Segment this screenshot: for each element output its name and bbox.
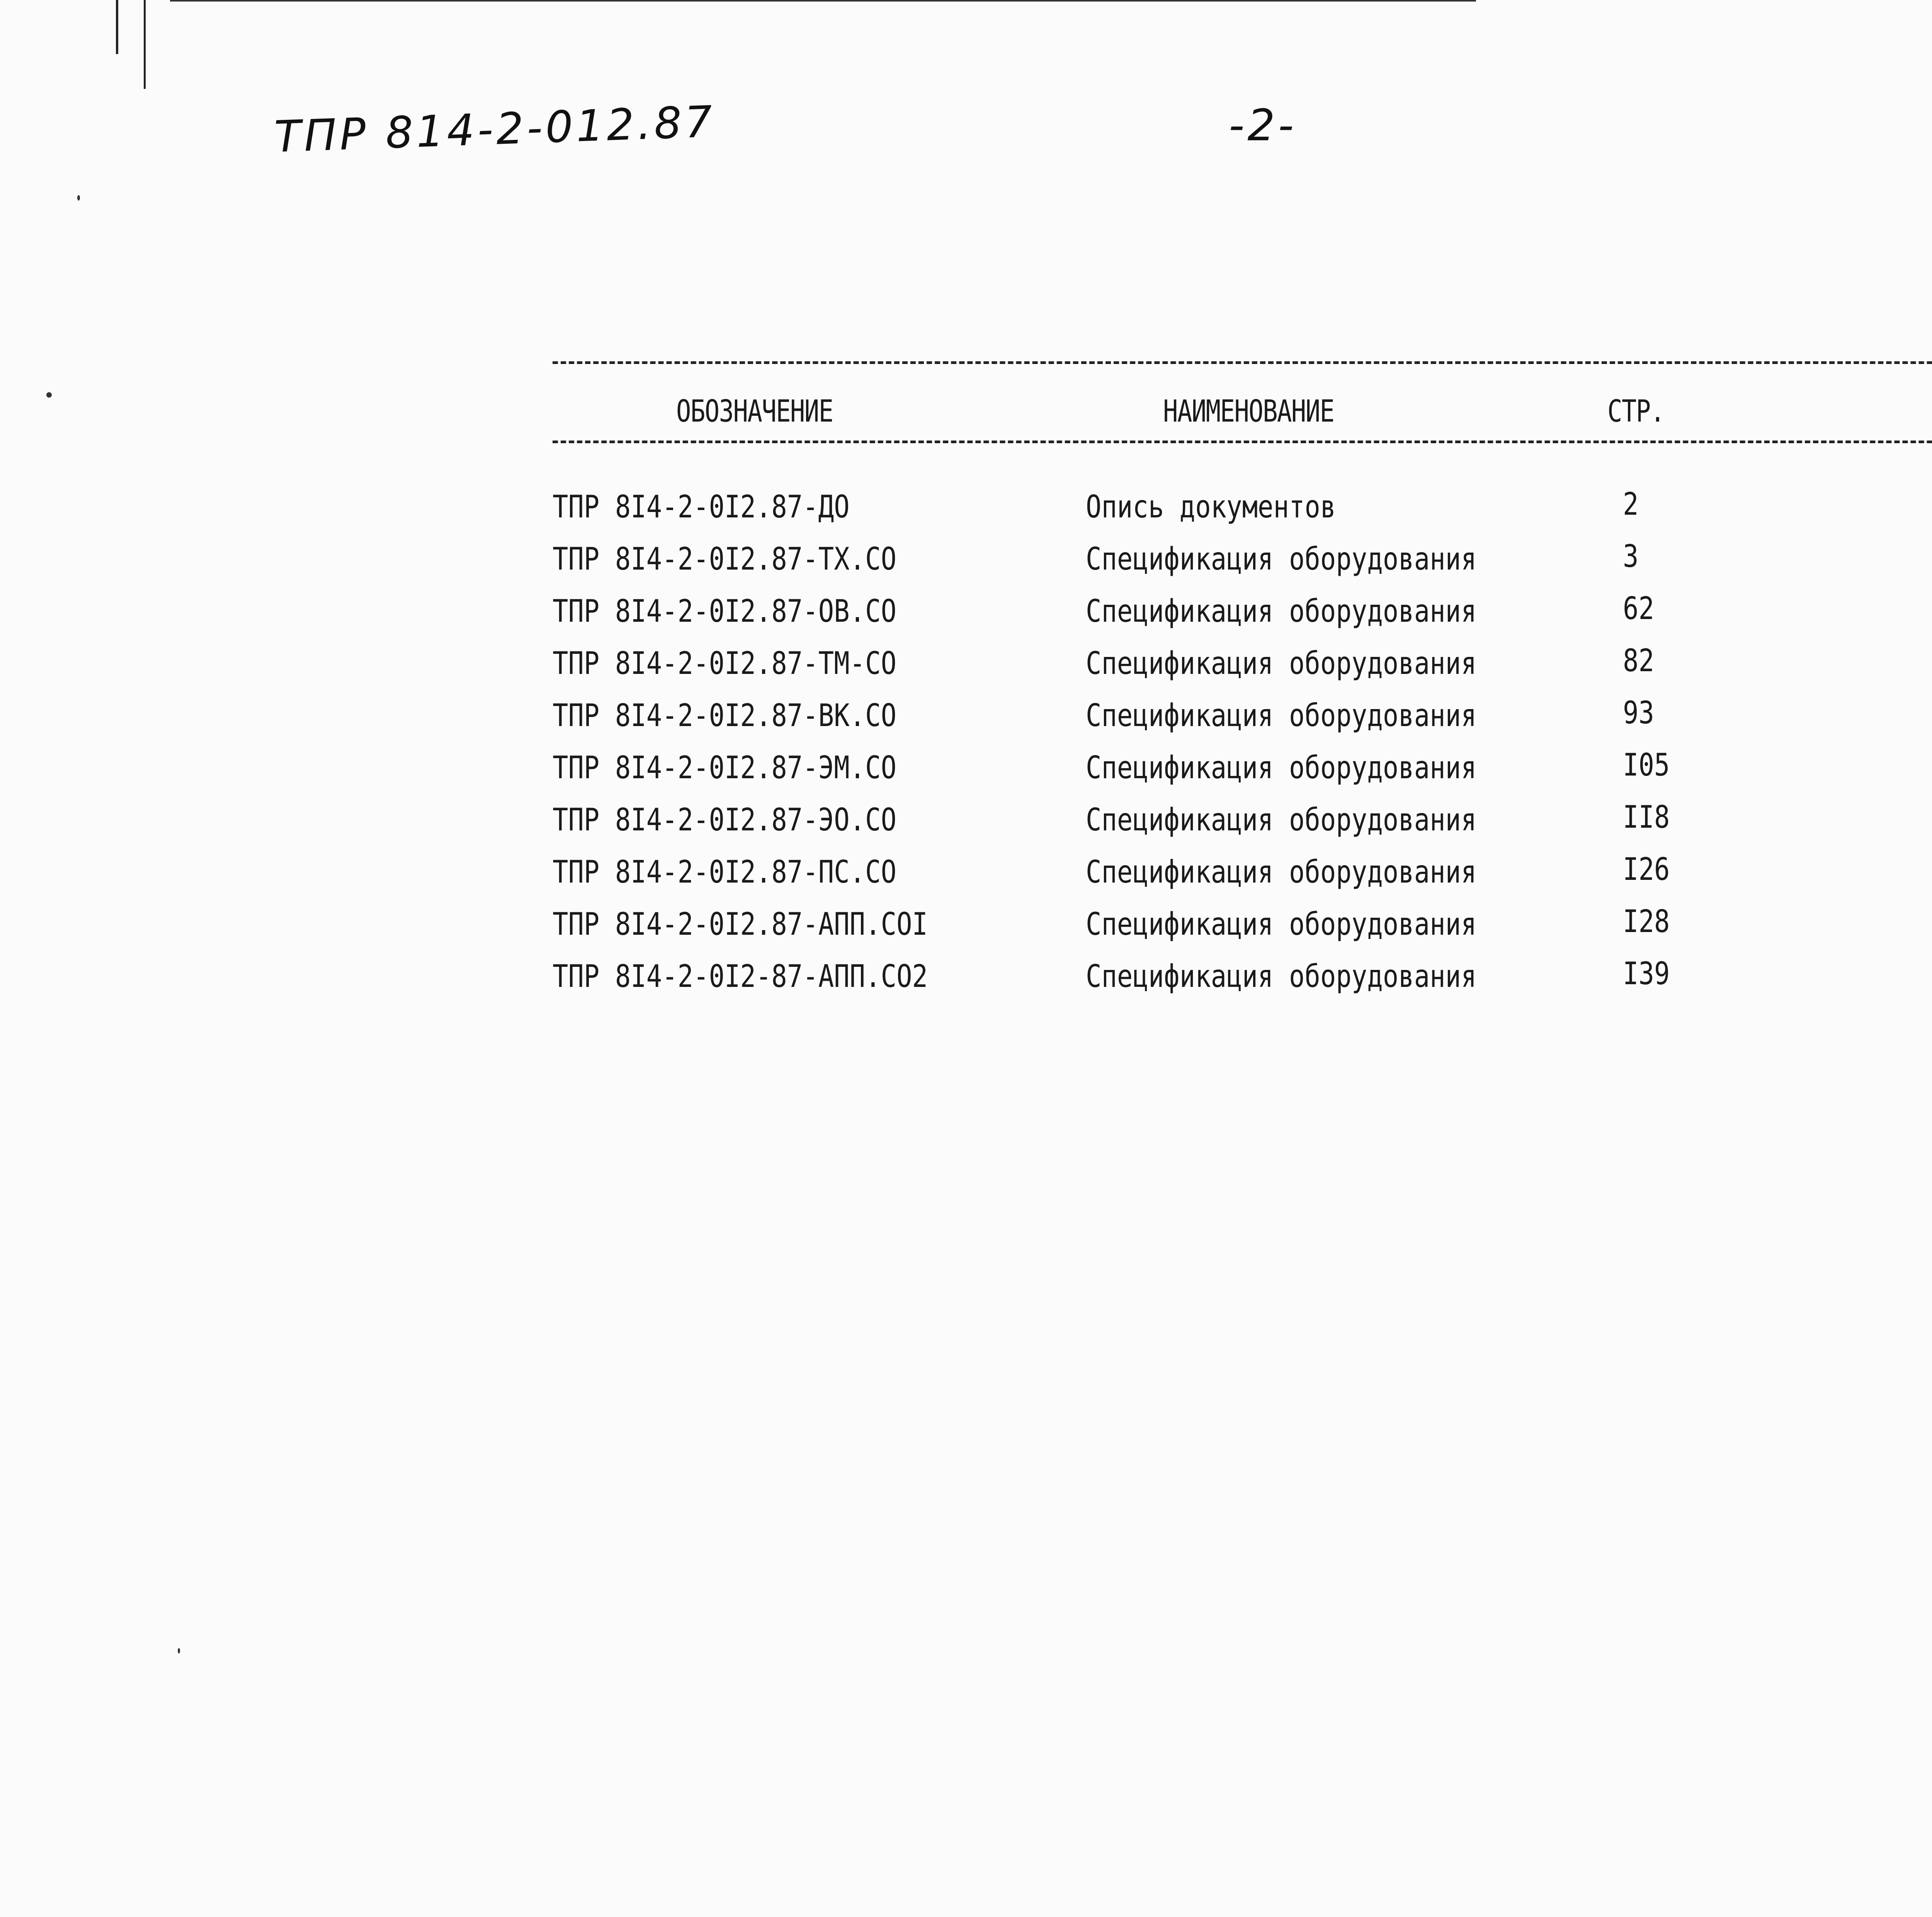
row-name: Опись документов [1086,489,1336,525]
column-header-designation: ОБОЗНАЧЕНИЕ [676,394,833,429]
table-top-rule [553,361,1932,364]
page-number: -2- [1229,100,1297,151]
column-header-name: НАИМЕНОВАНИЕ [1163,394,1334,429]
row-name: Спецификация оборудования [1086,750,1477,786]
row-page: I26 [1623,851,1670,887]
row-designation: ТПР 8I4-2-0I2-87-АПП.СО2 [553,958,928,994]
row-name: Спецификация оборудования [1086,802,1477,838]
scan-border-line [116,0,118,54]
row-page: I05 [1623,747,1670,783]
scan-border-line [144,0,146,89]
column-header-page: СТР. [1607,394,1665,429]
row-page: 62 [1623,590,1654,626]
row-name: Спецификация оборудования [1086,541,1477,577]
row-page: II8 [1623,799,1670,835]
row-designation: ТПР 8I4-2-0I2.87-ЭО.СО [553,802,897,838]
row-name: Спецификация оборудования [1086,697,1477,733]
row-designation: ТПР 8I4-2-0I2.87-ВК.СО [553,697,897,733]
row-page: 82 [1623,643,1654,679]
row-designation: ТПР 8I4-2-0I2.87-ТМ-СО [553,645,897,681]
table-header-rule [553,441,1932,443]
row-designation: ТПР 8I4-2-0I2.87-АПП.СОI [553,906,928,942]
row-name: Спецификация оборудования [1086,854,1477,890]
row-name: Спецификация оборудования [1086,645,1477,681]
scan-speck [46,392,52,398]
scan-speck [178,1648,180,1653]
row-name: Спецификация оборудования [1086,958,1477,994]
row-designation: ТПР 8I4-2-0I2.87-ЭМ.СО [553,750,897,786]
row-designation: ТПР 8I4-2-0I2.87-ДО [553,489,850,525]
scan-speck [77,195,80,201]
row-page: I28 [1623,903,1670,939]
row-designation: ТПР 8I4-2-0I2.87-ТХ.СО [553,541,897,577]
row-designation: ТПР 8I4-2-0I2.87-ПС.СО [553,854,897,890]
row-name: Спецификация оборудования [1086,906,1477,942]
scan-border-line [170,0,1476,2]
row-page: 93 [1623,695,1654,731]
row-page: 3 [1623,538,1639,574]
document-code: ТПР 814-2-012.87 [274,97,716,162]
row-page: I39 [1623,956,1670,992]
row-designation: ТПР 8I4-2-0I2.87-ОВ.СО [553,593,897,629]
row-page: 2 [1623,486,1639,522]
row-name: Спецификация оборудования [1086,593,1477,629]
